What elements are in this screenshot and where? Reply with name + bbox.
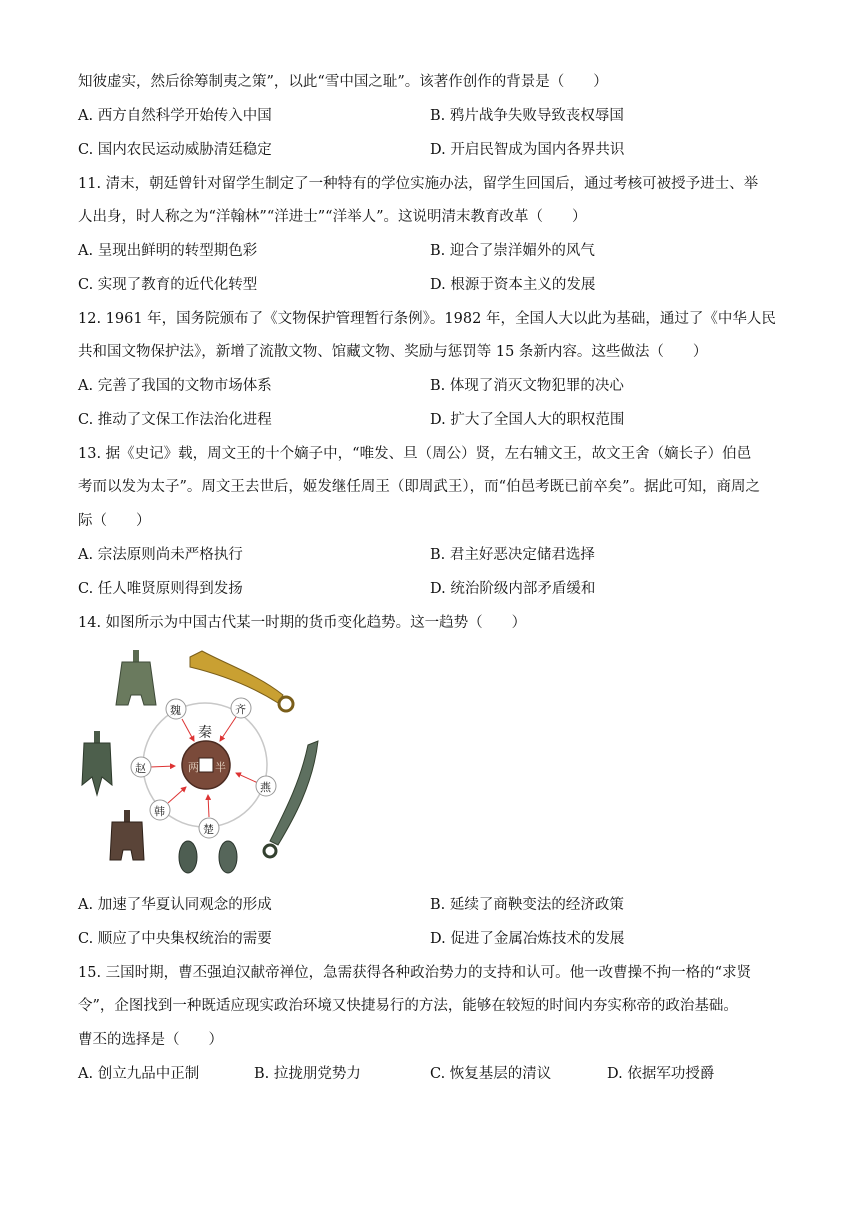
q12-option-c[interactable]: C. 推动了文保工作法治化进程	[78, 412, 272, 428]
q13-option-c[interactable]: C. 任人唯贤原则得到发扬	[78, 581, 243, 597]
spade-coin-icon-top	[116, 650, 156, 705]
currency-unification-figure	[78, 645, 328, 885]
q12-option-d[interactable]: D. 扩大了全国人大的职权范围	[430, 412, 625, 428]
q15-stem-line2: 令”，企图找到一种既适应现实政治环境又快捷易行的方法，能够在较短的时间内夯实称帝的政治基础。	[78, 998, 738, 1014]
currency-diagram	[78, 645, 328, 885]
q10-option-c[interactable]: C. 国内农民运动威胁清廷稳定	[78, 142, 272, 158]
q11-option-c[interactable]: C. 实现了教育的近代化转型	[78, 277, 258, 293]
state-label-chu: 楚	[203, 823, 214, 836]
state-label-han: 韩	[154, 805, 165, 818]
q10-option-a[interactable]: A. 西方自然科学开始传入中国	[78, 108, 272, 124]
state-label-qi: 齐	[235, 703, 246, 716]
state-node-zhao	[131, 757, 151, 777]
q14-option-c[interactable]: C. 顺应了中央集权统治的需要	[78, 931, 272, 947]
q12-option-b[interactable]: B. 体现了消灭文物犯罪的决心	[430, 378, 624, 394]
state-node-chu	[199, 818, 219, 838]
q13-stem-line2: 考而以发为太子”。周文王去世后，姬发继任周王（即周武王），而“伯邑考既已前卒矣”。据此可知，商周之	[78, 479, 760, 495]
q10-option-b[interactable]: B. 鸦片战争失败导致丧权辱国	[430, 108, 624, 124]
center-state-label: 秦	[198, 725, 212, 741]
state-label-yan: 燕	[260, 781, 271, 794]
q15-option-d[interactable]: D. 依据军功授爵	[607, 1066, 715, 1082]
q14-option-d[interactable]: D. 促进了金属冶炼技术的发展	[430, 931, 625, 947]
q10-option-d[interactable]: D. 开启民智成为国内各界共识	[430, 142, 625, 158]
q14-stem: 14. 如图所示为中国古代某一时期的货币变化趋势。这一趋势（ ）	[78, 615, 527, 631]
q11-option-a[interactable]: A. 呈现出鲜明的转型期色彩	[78, 243, 258, 259]
q11-stem-line1: 11. 清末，朝廷曾针对留学生制定了一种特有的学位实施办法，留学生回国后，通过考核可被授予进士、举	[78, 176, 759, 192]
q12-stem-line1: 12. 1961 年，国务院颁布了《文物保护管理暂行条例》。1982 年，全国人大以此为基础，通过了《中华人民	[78, 311, 776, 327]
pointed-spade-coin-icon	[82, 731, 112, 795]
state-node-yan	[256, 776, 276, 796]
state-label-zhao: 赵	[135, 762, 146, 775]
q12-stem-line2: 共和国文物保护法》，新增了流散文物、馆藏文物、奖励与惩罚等 15 条新内容。这些做法（ ）	[78, 344, 708, 360]
state-node-qi	[231, 698, 251, 718]
coin-square-hole	[199, 758, 213, 772]
q14-option-b[interactable]: B. 延续了商鞅变法的经济政策	[430, 897, 624, 913]
ant-nose-coin-icon	[179, 841, 237, 873]
q13-option-d[interactable]: D. 统治阶级内部矛盾缓和	[430, 581, 596, 597]
q13-stem-line1: 13. 据《史记》载，周文王的十个嫡子中，“唯发、旦（周公）贤，左右辅文王，故文王舍（嫡长子）伯邑	[78, 446, 752, 462]
q11-option-b[interactable]: B. 迎合了崇洋媚外的风气	[430, 243, 595, 259]
q15-stem-line1: 15. 三国时期，曹丕强迫汉献帝禅位，急需获得各种政治势力的支持和认可。他一改曹操不拘一格的“求贤	[78, 965, 752, 981]
coin-glyph-right: 半	[215, 761, 226, 774]
knife-coin-icon-green	[264, 741, 318, 857]
state-node-wei	[166, 699, 186, 719]
q13-stem-line3: 际（ ）	[78, 513, 151, 529]
q15-option-a[interactable]: A. 创立九品中正制	[78, 1066, 200, 1082]
q13-option-b[interactable]: B. 君主好恶决定储君选择	[430, 547, 595, 563]
q10-stem: 知彼虚实，然后徐筹制夷之策”，以此“雪中国之耻”。该著作创作的背景是（ ）	[78, 74, 608, 90]
q11-option-d[interactable]: D. 根源于资本主义的发展	[430, 277, 596, 293]
state-label-wei: 魏	[170, 704, 181, 717]
state-node-han	[150, 800, 170, 820]
q15-stem-line3: 曹丕的选择是（ ）	[78, 1032, 223, 1048]
q11-stem-line2: 人出身，时人称之为“洋翰林”“洋进士”“洋举人”。这说明清末教育改革（ ）	[78, 209, 587, 225]
q12-option-a[interactable]: A. 完善了我国的文物市场体系	[78, 378, 272, 394]
q15-option-c[interactable]: C. 恢复基层的清议	[430, 1066, 552, 1082]
q14-option-a[interactable]: A. 加速了华夏认同观念的形成	[78, 897, 272, 913]
square-spade-coin-icon	[110, 810, 144, 860]
coin-glyph-left: 两	[188, 761, 199, 774]
q15-option-b[interactable]: B. 拉拢朋党势力	[254, 1066, 361, 1082]
q13-option-a[interactable]: A. 宗法原则尚未严格执行	[78, 547, 243, 563]
